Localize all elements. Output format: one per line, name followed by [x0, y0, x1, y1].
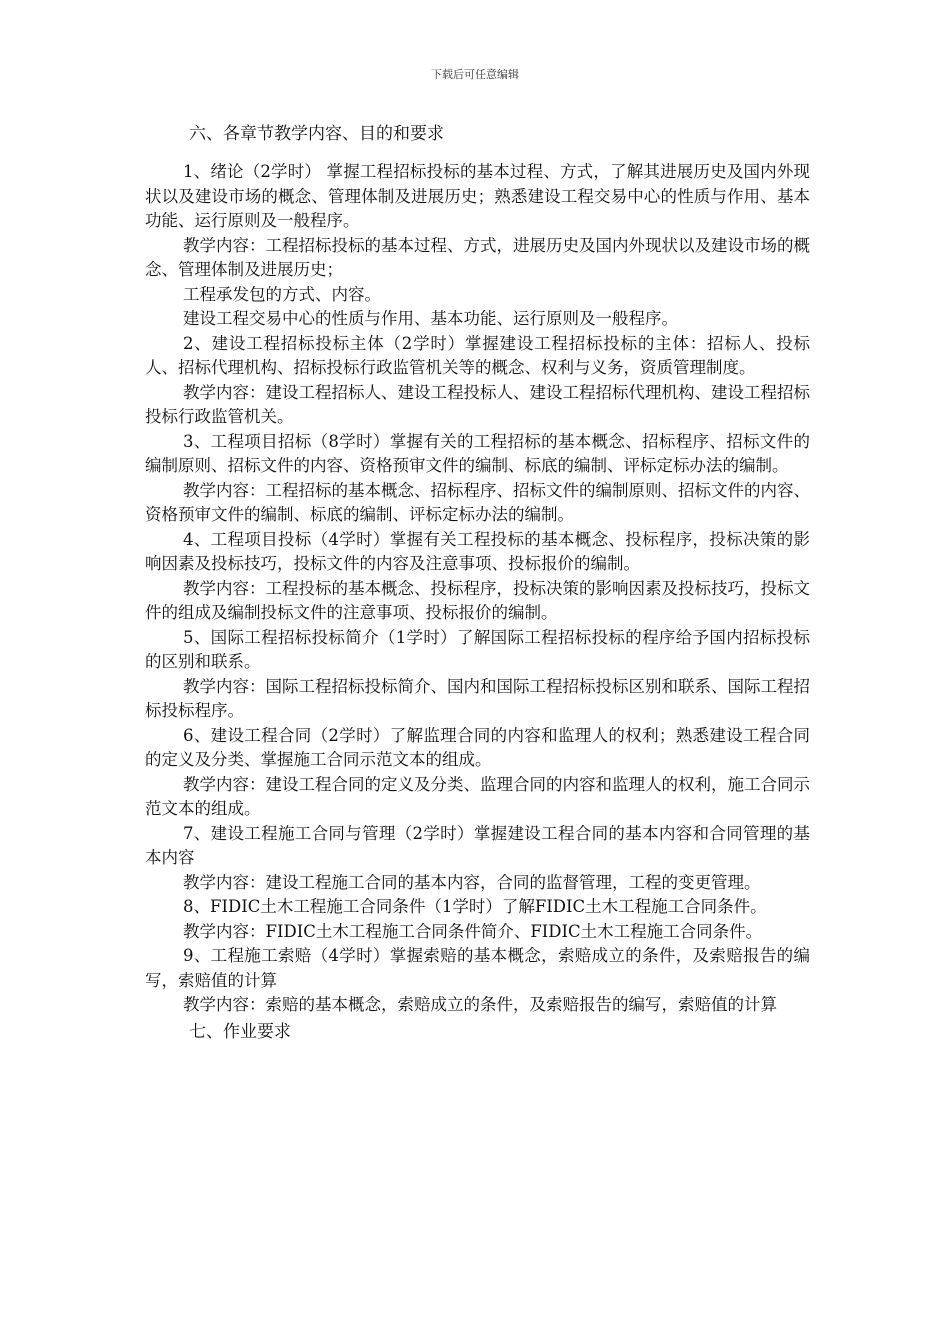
paragraph: 工程承发包的方式、内容。 — [183, 284, 381, 304]
paragraph: 教学内容：建设工程合同的定义及分类、监理合同的内容和监理人的权利，施工合同示范文本的组成。 — [145, 774, 810, 818]
paragraph: 6、建设工程合同（2学时）了解监理合同的内容和监理人的权利；熟悉建设工程合同的定义及分类、掌握施工合同示范文本的组成。 — [145, 725, 810, 769]
document-body — [145, 122, 810, 1044]
paragraph: 建设工程交易中心的性质与作用、基本功能、运行原则及一般程序。 — [183, 309, 678, 328]
paragraph: 7、建设工程施工合同与管理（2学时）掌握建设工程合同的基本内容和合同管理的基本内容 — [145, 823, 810, 867]
paragraph: 教学内容：建设工程招标人、建设工程投标人、建设工程招标代理机构、建设工程招标投标行政监管机关。 — [145, 382, 810, 426]
paragraph: 9、工程施工索赔（4学时）掌握索赔的基本概念，索赔成立的条件，及索赔报告的编写，索赔值的计算 — [145, 946, 810, 990]
paragraph: 教学内容：工程招标投标的基本过程、方式，进展历史及国内外现状以及建设市场的概念、管理体制及进展历史； — [145, 235, 810, 279]
paragraph: 教学内容：索赔的基本概念，索赔成立的条件，及索赔报告的编写，索赔值的计算 — [183, 995, 777, 1014]
section-title: 六、各章节教学内容、目的和要求 — [189, 124, 444, 144]
paragraph: 教学内容：建设工程施工合同的基本内容，合同的监督管理，工程的变更管理。 — [183, 872, 761, 892]
paragraph: 8、FIDIC土木工程施工合同条件（1学时）了解FIDIC土木工程施工合同条件。 — [183, 897, 767, 916]
paragraph: 1、绪论（2学时） 掌握工程招标投标的基本过程、方式，了解其进展历史及国内外现状以及建设市场的概念、管理体制及进展历史；熟悉建设工程交易中心的性质与作用、基本功能、运行原则及一般程序。 — [145, 162, 810, 230]
section-title-2: 七、作业要求 — [189, 1021, 291, 1042]
paragraph: 教学内容：FIDIC土木工程施工合同条件简介、FIDIC土木工程施工合同条件。 — [183, 921, 763, 941]
paragraph: 2、建设工程招标投标主体（2学时）掌握建设工程招标投标的主体：招标人、投标人、招标代理机构、招标投标行政监管机关等的概念、权利与义务，资质管理制度。 — [145, 333, 810, 377]
paragraph: 教学内容：工程投标的基本概念、投标程序，投标决策的影响因素及投标技巧，投标文件的组成及编制投标文件的注意事项、投标报价的编制。 — [145, 578, 810, 622]
paragraph: 教学内容：国际工程招标投标简介、国内和国际工程招标投标区别和联系、国际工程招标投标程序。 — [145, 676, 810, 720]
paragraph: 5、国际工程招标投标简介（1学时）了解国际工程招标投标的程序给予国内招标投标的区别和联系。 — [145, 627, 810, 671]
paragraph: 教学内容：工程招标的基本概念、招标程序、招标文件的编制原则、招标文件的内容、资格预审文件的编制、标底的编制、评标定标办法的编制。 — [145, 480, 810, 524]
paragraph: 4、工程项目投标（4学时）掌握有关工程投标的基本概念、投标程序，投标决策的影响因素及投标技巧，投标文件的内容及注意事项、投标报价的编制。 — [145, 529, 810, 573]
paragraph: 3、工程项目招标（8学时）掌握有关的工程招标的基本概念、招标程序、招标文件的编制原则、招标文件的内容、资格预审文件的编制、标底的编制、评标定标办法的编制。 — [145, 431, 810, 475]
page-header: 下载后可任意编辑 — [431, 68, 519, 81]
